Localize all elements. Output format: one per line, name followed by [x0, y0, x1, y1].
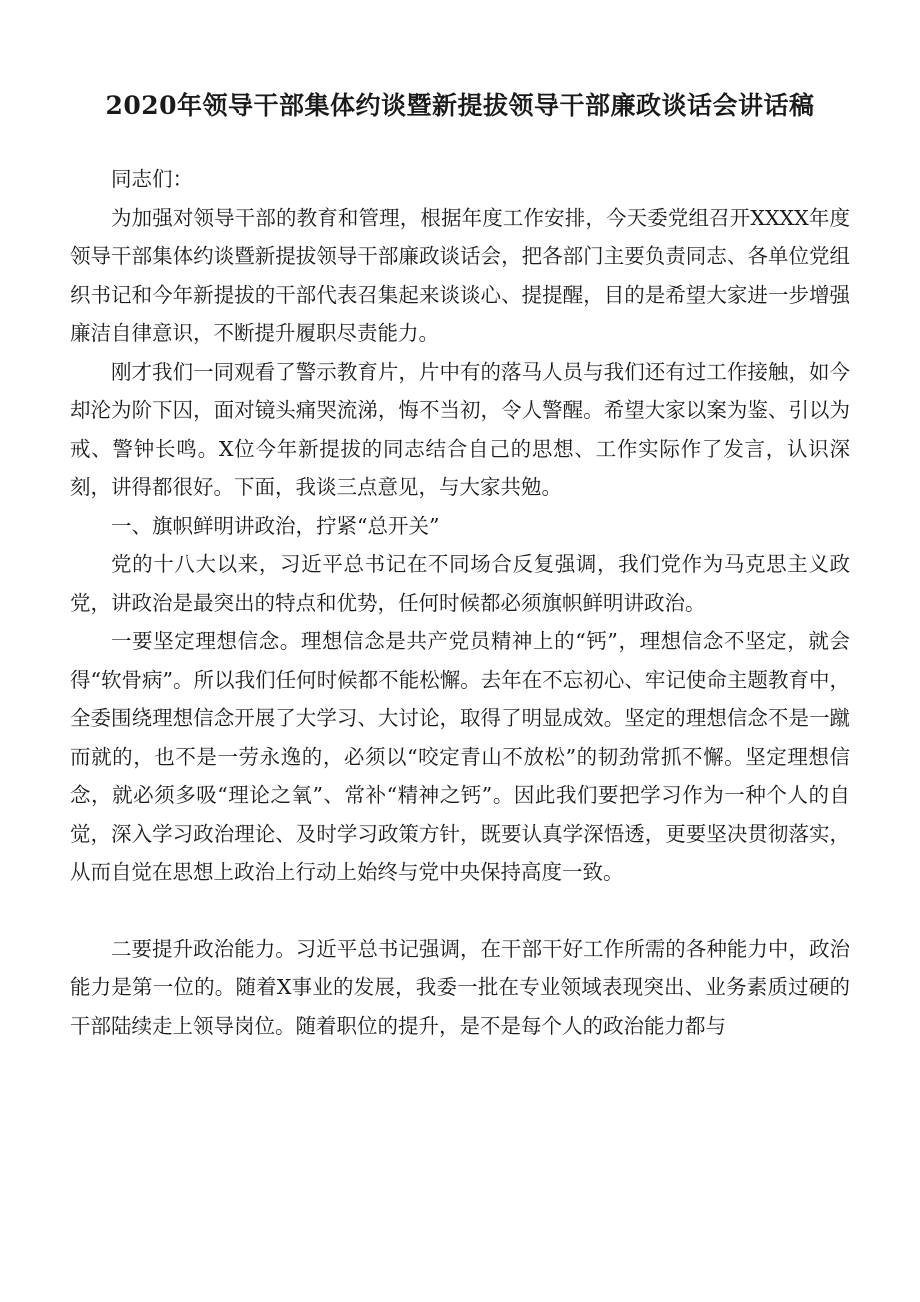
paragraph-warning-film: 刚才我们一同观看了警示教育片，片中有的落马人员与我们还有过工作接触，如今却沦为阶下囚，面对镜头痛哭流涕，悔不当初，令人警醒。希望大家以案为鉴、引以为戒、警钟长鸣。X位今年新提拔的同志结合自己的思想、工作实际作了发言，认识深刻，讲得都很好。下面，我谈三点意见，与大家共勉。 — [70, 359, 850, 499]
salutation: 同志们： — [111, 167, 193, 191]
section-heading-1: 一、旗帜鲜明讲政治，拧紧“总开关” — [111, 513, 440, 538]
paragraph-political-ability: 二要提升政治能力。习近平总书记强调，在干部干好工作所需的各种能力中，政治能力是第一位的。随着X事业的发展，我委一批在专业领域表现突出、业务素质过硬的干部陆续走上领导岗位。随着职位的提升，是不是每个人的政治能力都与 — [70, 936, 850, 1038]
document-title: 2020年领导干部集体约谈暨新提拔领导干部廉政谈话会讲话稿 — [105, 91, 815, 120]
document-body — [70, 160, 850, 1045]
paragraph-politics: 党的十八大以来，习近平总书记在不同场合反复强调，我们党作为马克思主义政党，讲政治是最突出的特点和优势，任何时候都必须旗帜鲜明讲政治。 — [70, 552, 850, 615]
paragraph-intro: 为加强对领导干部的教育和管理，根据年度工作安排，今天委党组召开XXXX年度领导干部集体约谈暨新提拔领导干部廉政谈话会，把各部门主要负责同志、各单位党组织书记和今年新提拔的干部代表召集起来谈谈心、提提醒，目的是希望大家进一步增强廉洁自律意识，不断提升履职尽责能力。 — [70, 205, 850, 345]
paragraph-ideals: 一要坚定理想信念。理想信念是共产党员精神上的“钙”，理想信念不坚定，就会得“软骨病”。所以我们任何时候都不能松懈。去年在不忘初心、牢记使命主题教育中，全委围绕理想信念开展了大学习、大讨论，取得了明显成效。坚定的理想信念不是一蹴而就的，也不是一劳永逸的，必须以“咬定青山不放松”的韧劲常抓不懈。坚定理想信念，就必须多吸“理论之氧”、常补“精神之钙”。因此我们要把学习作为一种个人的自觉，深入学习政治理论、及时学习政策方针，既要认真学深悟透，更要坚决贯彻落实，从而自觉在思想上政治上行动上始终与党中央保持高度一致。 — [70, 629, 850, 884]
